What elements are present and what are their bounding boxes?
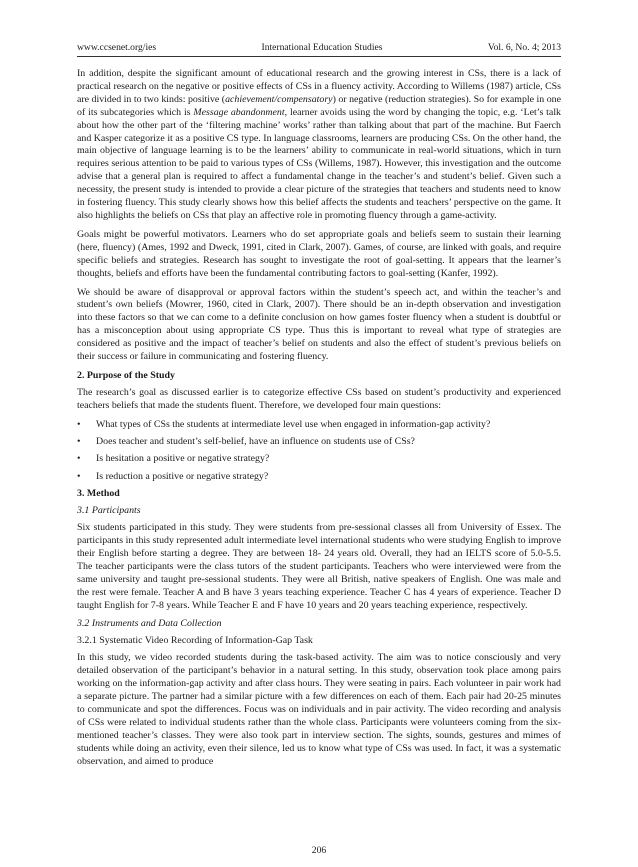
question-text: Does teacher and student’s self-belief, have an influence on students use of CSs?: [96, 436, 415, 448]
subsection-heading-instruments: 3.2 Instruments and Data Collection: [77, 618, 222, 630]
video-recording-paragraph: In this study, we video recorded students during the task-based activity. The aim was to notice consciously and very detailed observation of the participant’s behavior in a natural setting. In this study, observation took place among pairs working on the information-gap activity and after class hours. They were seating in pairs. Each volunteer in pair work had a separate picture. The partner had a similar picture with a few differences on each of them. Each pair had 20-25 minutes to communicate and spot the differences. Focus was on individuals and in pair activity. The video recording and analysis of CSs were related to individual students rather than the whole class. Participants were volunteers coming from the six-mentioned teacher’s classes. They were also took part in interview section. The sights, sounds, gestures and mimes of students while doing an activity, even their silence, led us to know what type of CSs was used. In fact, it was a systematic observation, and aimed to produce: [77, 652, 561, 767]
para1-text-end: , learner avoids using the word by changing the topic, e.g. ‘Let’s talk about how the other part of the ‘filtering machine’ works’ rather than talking about that part of the machine. But Faerch and Kasper categorize it as a positive CS type. In language classrooms, learners are producing CSs. On the other hand, the main objective of language learning is to be the learners’ ability to communicate in real-world situations, which in turn requires serious attention to be paid to various types of CSs (Willems, 1987). However, this investigation and the outcome advise that a general plan is required to affect a fundamental change in the teacher’s and student’s belief. Given such a necessity, the present study is intended to provide a clear picture of the strategies that teachers and students need to know in fostering fluency. This study clearly shows how this belief affects the students and teachers’ perspective on the game. It also highlights the beliefs on CSs that play an affective role in promoting fluency through a game-activity.: [77, 106, 561, 221]
journal-url: www.ccsenet.org/ies: [77, 42, 157, 53]
section-heading-purpose: 2. Purpose of the Study: [77, 369, 175, 381]
intro-paragraph-2: Goals might be powerful motivators. Learners who do set appropriate goals and beliefs seem to sustain their learning (here, fluency) (Ames, 1992 and Dweck, 1991, cited in Clark, 2007). Games, of course, are linked with goals, and require specific beliefs and strategies. Research has sought to investigate the root of goal-setting. It appears that the learner’s thoughts, beliefs and efforts have been the fundamental contributing factors to goal-setting (Kanfer, 1992).: [77, 228, 561, 279]
page-number: 206: [311, 845, 327, 856]
section-heading-method: 3. Method: [77, 488, 120, 500]
intro-paragraph-1: [77, 68, 561, 223]
para1-text-middle: ) or negative (reduction strategies). So for example in one of its subcategories which is: [77, 93, 561, 118]
list-item: [77, 419, 561, 432]
bullet-icon: •: [77, 453, 81, 465]
participants-paragraph: Six students participated in this study. They were students from pre-sessional classes all from University of Essex. The participants in this study represented adult intermediate level international students who were studying English to improve their English before starting a degree. They are between 18- 24 years old. Overall, they had an IELTS score of 5.0-5.5. The teacher participants were the class tutors of the student participants. Teachers who were interviewed were from the same university and taught pre-sessional students. They were all British, native speakers of English. One was male and the rest were female. Teacher A and B have 3 years teaching experience. Teacher C has 4 years of experience. Teacher D taught English for 7-8 years. While Teacher E and F have 10 years and 20 years teaching experience, respectively.: [77, 522, 561, 611]
list-item: [77, 453, 561, 466]
research-questions-list: [77, 419, 561, 484]
running-header: [77, 42, 561, 57]
bullet-icon: •: [77, 470, 81, 482]
list-item: [77, 471, 561, 484]
question-text: What types of CSs the students at intermediate level use when engaged in information-gap activity?: [96, 418, 491, 430]
subsubsection-heading-video: 3.2.1 Systematic Video Recording of Information-Gap Task: [77, 635, 313, 647]
journal-volume: Vol. 6, No. 4; 2013: [487, 42, 561, 53]
para1-emphasis-message-abandonment: Message abandonment: [193, 106, 285, 118]
question-text: Is hesitation a positive or negative strategy?: [96, 453, 270, 465]
subsection-heading-participants: 3.1 Participants: [77, 505, 141, 517]
body-text: [77, 68, 561, 774]
bullet-icon: •: [77, 418, 81, 430]
list-item: [77, 436, 561, 449]
para1-text-start: In addition, despite the significant amount of educational research and the growing interest in CSs, there is a lack of practical research on the negative or positive effects of CSs in a fluency activity. According to Willems (1987) article, CSs are divided in to two kinds: positive (: [77, 68, 561, 105]
para1-emphasis-achievement: achievement/compensatory: [225, 93, 333, 105]
bullet-icon: •: [77, 436, 81, 448]
intro-paragraph-3: We should be aware of disapproval or approval factors within the student’s speech act, and within the teacher’s and student’s own beliefs (Mowrer, 1960, cited in Clark, 2007). There should be an in-depth observation and investigation into these factors so that we can come to a definite conclusion on how games foster fluency when a student is doubtful or has a misconception about using appropriate CS type. Thus this is important to reveal what type of strategies are considered as positive and the impact of teacher’s belief on students and also the effect of student’s previous beliefs on their success or failure in communicating and fostering fluency.: [77, 286, 561, 363]
journal-title: International Education Studies: [261, 42, 383, 53]
purpose-paragraph: The research’s goal as discussed earlier is to categorize effective CSs based on student’s productivity and experienced teachers beliefs that made the students fluent. Therefore, we developed four main questions:: [77, 386, 561, 411]
question-text: Is reduction a positive or negative strategy?: [96, 470, 269, 482]
